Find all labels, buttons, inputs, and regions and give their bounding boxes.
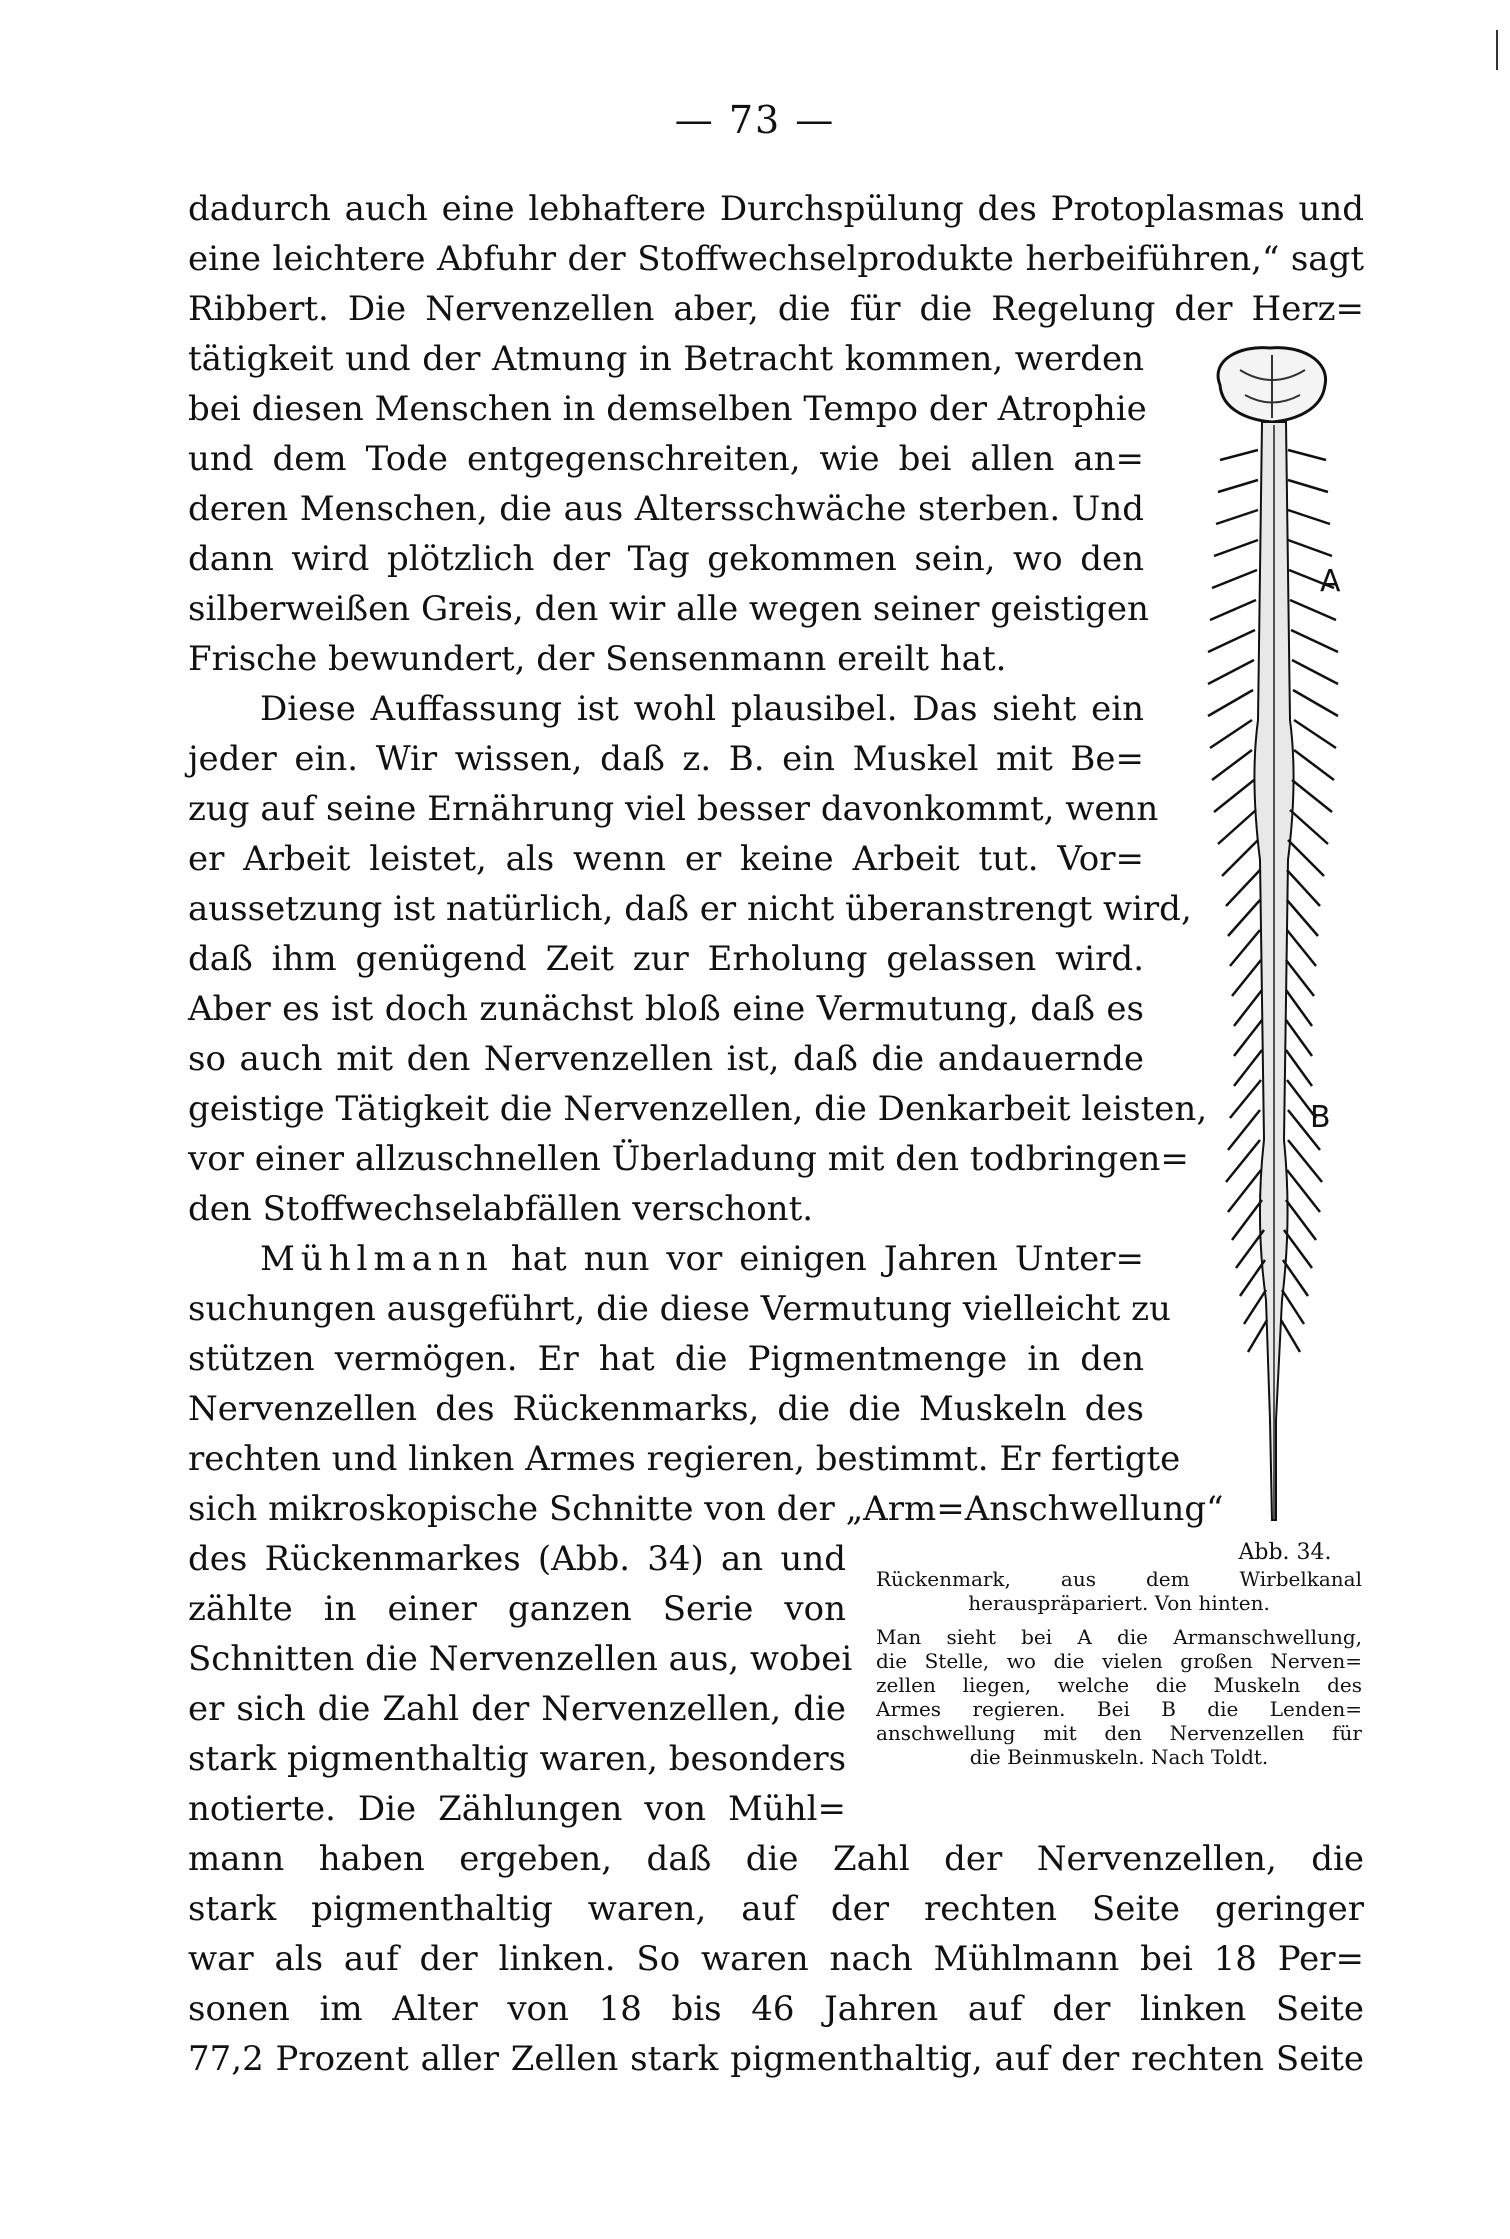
text-line: suchungen ausgeführt, die diese Vermutung vielleicht zu xyxy=(188,1289,1171,1329)
text-line: dadurch auch eine lebhaftere Durchspülung des Protoplasmas und xyxy=(188,189,1364,229)
text-line: dann wird plötzlich der Tag gekommen sein, wo den xyxy=(188,539,1144,579)
figure-label-a: A xyxy=(1320,564,1341,599)
author-name: Mühlmann xyxy=(260,1239,494,1279)
caption-line: Rückenmark, aus dem Wirbelkanal xyxy=(876,1567,1362,1591)
figure-number: Abb. 34. xyxy=(1238,1540,1332,1565)
page-number: — 73 — xyxy=(674,98,836,142)
text-line: Diese Auffassung ist wohl plausibel. Das sieht ein xyxy=(260,689,1144,729)
caption-line: die Stelle, wo die vielen großen Nerven= xyxy=(876,1649,1362,1673)
text-line: und dem Tode entgegenschreiten, wie bei allen an= xyxy=(188,439,1144,479)
caption-line: Armes regieren. Bei B die Lenden= xyxy=(876,1697,1362,1721)
text-line: er Arbeit leistet, als wenn er keine Arbeit tut. Vor= xyxy=(188,839,1144,879)
text-line: geistige Tätigkeit die Nervenzellen, die Denkarbeit leisten, xyxy=(188,1089,1208,1129)
text-line: rechten und linken Armes regieren, bestimmt. Er fertigte xyxy=(188,1439,1181,1479)
caption-line: herauspräpariert. Von hinten. xyxy=(968,1591,1270,1615)
nerve-roots-left xyxy=(1208,450,1267,1352)
text-line: tätigkeit und der Atmung in Betracht kommen, werden xyxy=(188,339,1144,379)
text-line: eine leichtere Abfuhr der Stoffwechselprodukte herbeiführen,“ sagt xyxy=(188,239,1364,279)
text-line: stark pigmenthaltig waren, besonders xyxy=(188,1739,847,1779)
text-line: aussetzung ist natürlich, daß er nicht überanstrengt wird, xyxy=(188,889,1192,929)
text-line: deren Menschen, die aus Altersschwäche sterben. Und xyxy=(188,489,1144,529)
text-line: Aber es ist doch zunächst bloß eine Vermutung, daß es xyxy=(188,989,1144,1029)
text-line xyxy=(260,1234,1144,1284)
text-line: sonen im Alter von 18 bis 46 Jahren auf der linken Seite xyxy=(188,1989,1364,2029)
text-line: er sich die Zahl der Nervenzellen, die xyxy=(188,1689,846,1729)
text-line: stützen vermögen. Er hat die Pigmentmenge in den xyxy=(188,1339,1144,1379)
text-line: des Rückenmarkes (Abb. 34) an und xyxy=(188,1539,846,1579)
text-line: notierte. Die Zählungen von Mühl= xyxy=(188,1789,846,1829)
text-fragment: hat nun vor einigen Jahren Unter= xyxy=(510,1239,1144,1279)
text-line: den Stoffwechselabfällen verschont. xyxy=(188,1189,814,1229)
text-line: zug auf seine Ernährung viel besser davonkommt, wenn xyxy=(188,789,1159,829)
text-line: so auch mit den Nervenzellen ist, daß die andauernde xyxy=(188,1039,1144,1079)
spinal-cord-figure xyxy=(1200,340,1370,1530)
text-line: Ribbert. Die Nervenzellen aber, die für die Regelung der Herz= xyxy=(188,289,1364,329)
text-line: zählte in einer ganzen Serie von xyxy=(188,1589,846,1629)
text-line: war als auf der linken. So waren nach Mühlmann bei 18 Per= xyxy=(188,1939,1364,1979)
corner-mark xyxy=(1496,30,1498,70)
text-line: Nervenzellen des Rückenmarks, die die Muskeln des xyxy=(188,1389,1144,1429)
text-line: sich mikroskopische Schnitte von der „Arm=Anschwellung“ xyxy=(188,1489,1224,1529)
text-line: jeder ein. Wir wissen, daß z. B. ein Muskel mit Be= xyxy=(188,739,1144,779)
text-line: silberweißen Greis, den wir alle wegen seiner geistigen xyxy=(188,589,1149,629)
caption-line: die Beinmuskeln. Nach Toldt. xyxy=(969,1745,1269,1769)
caption-line: anschwellung mit den Nervenzellen für xyxy=(876,1721,1362,1745)
text-line: mann haben ergeben, daß die Zahl der Nervenzellen, die xyxy=(188,1839,1364,1879)
caption-line: zellen liegen, welche die Muskeln des xyxy=(876,1673,1362,1697)
text-line: stark pigmenthaltig waren, auf der rechten Seite geringer xyxy=(188,1889,1364,1929)
text-line: 77,2 Prozent aller Zellen stark pigmenthaltig, auf der rechten Seite xyxy=(188,2039,1364,2079)
text-line: vor einer allzuschnellen Überladung mit den todbringen= xyxy=(188,1139,1189,1179)
text-line: Frische bewundert, der Sensenmann ereilt hat. xyxy=(188,639,1007,679)
spinal-cord-illustration xyxy=(1200,340,1370,1530)
text-line: bei diesen Menschen in demselben Tempo der Atrophie xyxy=(188,389,1147,429)
text-line: Schnitten die Nervenzellen aus, wobei xyxy=(188,1639,853,1679)
text-line: daß ihm genügend Zeit zur Erholung gelassen wird. xyxy=(188,939,1144,979)
figure-label-b: B xyxy=(1310,1100,1331,1135)
caption-line: Man sieht bei A die Armanschwellung, xyxy=(876,1625,1362,1649)
